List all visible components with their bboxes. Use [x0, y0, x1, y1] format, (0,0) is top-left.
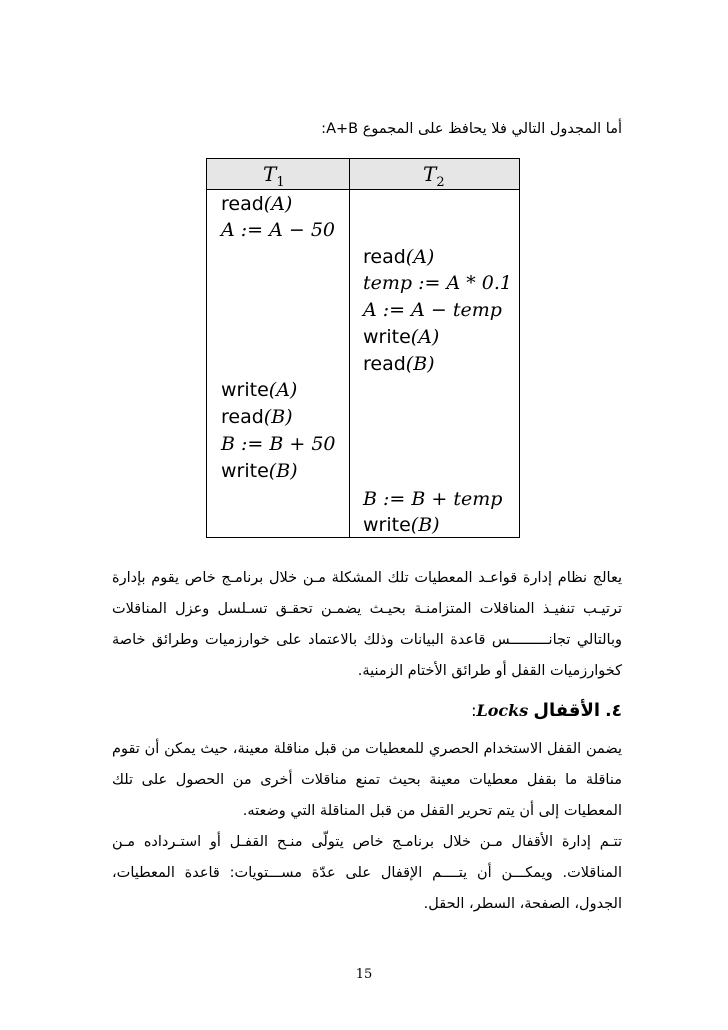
t2-op-expression: A := A − temp: [363, 299, 502, 321]
paragraph-lock-definition: يضمن القفل الاستخدام الحصري للمعطيات من قبل مناقلة معينة، حيث يمكن أن تقوم مناقلة ما بقفل معطيات معينة بحيث تمنع مناقلات أخرى من الحصول على تلك المعطيات إلى أن يتم تحرير القفل من قبل المناقلة التي وضعته.: [112, 741, 622, 819]
t1-op-expression: B := B + 50: [221, 433, 336, 455]
t2-op-keyword: write: [363, 326, 411, 348]
section-title-english: Locks: [476, 701, 529, 720]
t1-op: [221, 217, 335, 243]
t2-header-subscript: 2: [436, 175, 445, 190]
schedule-table: [206, 158, 520, 538]
t1-header-letter: T: [263, 162, 277, 186]
header-divider: [207, 189, 519, 190]
section-heading-locks: [471, 696, 622, 726]
t2-op-keyword: read: [363, 246, 406, 268]
t2-op: [363, 297, 502, 323]
section-number: ٤.: [605, 701, 622, 721]
t2-header-letter: T: [423, 162, 437, 186]
t1-op-expression: (A): [263, 193, 293, 215]
t1-op-keyword: write: [221, 460, 269, 482]
t2-op: [363, 486, 502, 512]
intro-text: أما المجدول التالي فلا يحافظ على المجموع A+B:: [321, 121, 622, 137]
t1-op: [221, 404, 293, 430]
t1-op: [221, 458, 298, 484]
t1-op-expression: A := A − 50: [221, 219, 336, 241]
t2-op-expression: (A): [410, 326, 440, 348]
table-header-background: [207, 159, 519, 189]
t2-op: [363, 512, 440, 538]
t1-op-expression: (B): [263, 406, 293, 428]
t1-op-keyword: read: [221, 193, 264, 215]
paragraph-lock-management: تتـم إدارة الأقفال مـن خلال برنامـج خاص يتولّى منـح القفـل أو استـرداده مـن المناقلات. ويمكـــن أن يتــــم الإقفال على عدّة مســـتويات: قاعدة المعطيات، الجدول، الصفحة، السطر، الحقل.: [112, 834, 622, 912]
t2-op: [363, 351, 435, 377]
section-title-colon: :: [471, 701, 477, 720]
t1-op: [221, 191, 292, 217]
t1-op-expression: (B): [268, 460, 298, 482]
t1-op: [221, 431, 336, 457]
column-divider: [349, 159, 350, 537]
t2-op-keyword: write: [363, 514, 411, 536]
t1-op-expression: (A): [268, 379, 298, 401]
paragraph-concurrency-control: يعالج نظام إدارة قواعـد المعطيات تلك المشكلة مـن خلال برنامـج خاص يقوم بإدارة ترتيـب تنفيـذ المناقلات المتزامنـة بحيـث يضمـن تحقـق تسـلسل وعزل المناقلات وبالتالي تجانـــــــــس قاعدة البيانات وذلك بالاعتماد على خوارزميات وطرائق خاصة كخوارزميات القفل أو طرائق الأختام الزمنية.: [112, 570, 622, 679]
t2-op: [363, 244, 434, 270]
section-title-arabic: الأقفال: [533, 700, 601, 721]
t2-op: [363, 324, 439, 350]
t1-op: [221, 377, 297, 403]
t1-header-subscript: 1: [276, 175, 285, 190]
t2-op-keyword: read: [363, 353, 406, 375]
t1-op-keyword: read: [221, 406, 264, 428]
page-number: 15: [355, 967, 373, 982]
t2-op-expression: temp := A * 0.1: [363, 272, 512, 294]
t1-op-keyword: write: [221, 379, 269, 401]
t2-op-expression: (B): [410, 514, 440, 536]
t2-op-expression: (A): [405, 246, 435, 268]
t2-header: [423, 162, 445, 195]
t2-op-expression: B := B + temp: [363, 488, 503, 510]
t2-op: [363, 270, 512, 296]
t2-op-expression: (B): [405, 353, 435, 375]
